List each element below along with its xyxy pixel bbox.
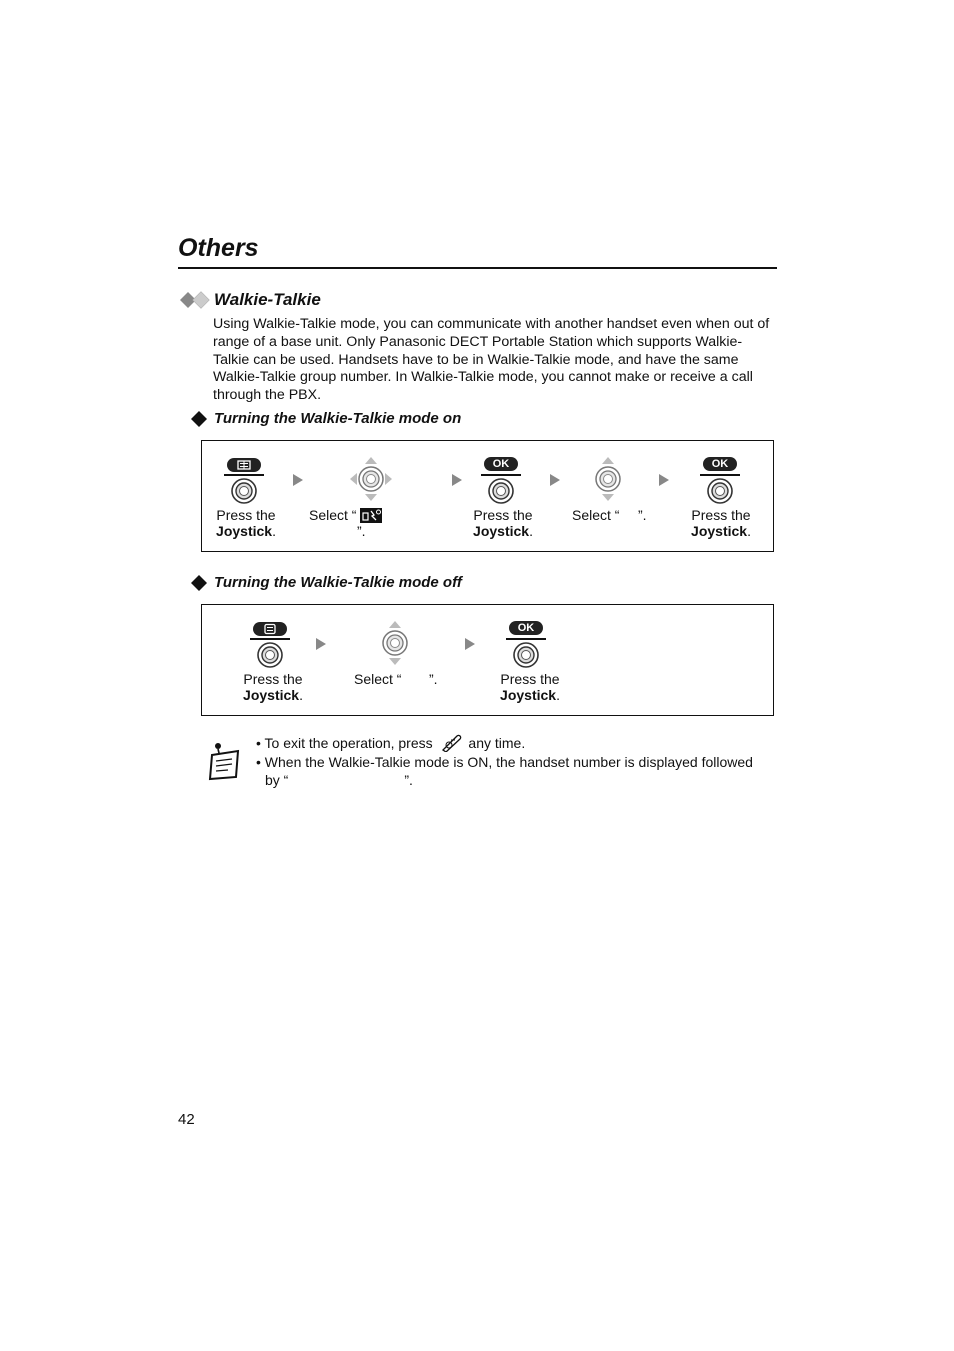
next-arrow-icon	[293, 474, 303, 486]
next-arrow-icon	[316, 638, 326, 650]
title-rule	[178, 267, 777, 269]
ok-key-icon: OK	[509, 621, 543, 635]
step-caption: Press the Joystick.	[500, 671, 560, 703]
cancel-key-icon	[440, 734, 462, 752]
key-underline	[700, 474, 740, 476]
joystick-press-icon	[256, 641, 284, 669]
section-intro: Using Walkie-Talkie mode, you can communicate with another handset even when out of range of a base unit. Only Panasonic DECT Portable Station which supports Walkie-Talkie can be used. Handsets have to be in Walkie-Talkie mode, and have the same Walkie-Talkie group number. In Walkie-Talkie mode, you cannot make or receive a call through the PBX.	[213, 316, 770, 404]
mode-on-title: Turning the Walkie-Talkie mode on	[214, 410, 462, 427]
next-arrow-icon	[550, 474, 560, 486]
note-item: • To exit the operation, press any time.	[256, 735, 526, 751]
key-underline	[481, 474, 521, 476]
diamond-icon	[191, 575, 207, 591]
mode-off-steps-box	[201, 604, 774, 716]
step-caption-end: ”.	[429, 671, 438, 687]
joystick-updown-icon	[594, 456, 622, 502]
step-caption: Press the Joystick.	[473, 507, 533, 539]
joystick-updown-icon	[381, 620, 409, 666]
joystick-press-icon	[487, 477, 515, 505]
menu-key-icon	[253, 622, 287, 636]
joystick-4way-icon	[349, 456, 393, 502]
mode-off-title: Turning the Walkie-Talkie mode off	[214, 574, 462, 591]
step-caption: Press the Joystick.	[216, 507, 276, 539]
ok-key-icon: OK	[703, 457, 737, 471]
mode-on-steps-box	[201, 440, 774, 552]
next-arrow-icon	[452, 474, 462, 486]
next-arrow-icon	[465, 638, 475, 650]
step-caption-end: ”.	[357, 523, 366, 539]
page-number: 42	[178, 1111, 195, 1128]
step-caption: Select “	[354, 671, 402, 687]
notes-list	[256, 734, 776, 790]
step-caption-end: ”.	[638, 507, 647, 523]
key-underline	[506, 638, 546, 640]
section-title: Walkie-Talkie	[214, 290, 321, 309]
note-icon	[206, 741, 242, 781]
key-underline	[224, 474, 264, 476]
page-title: Others	[178, 234, 259, 262]
ok-key-icon: OK	[484, 457, 518, 471]
joystick-press-icon	[512, 641, 540, 669]
next-arrow-icon	[659, 474, 669, 486]
menu-key-icon	[227, 458, 261, 472]
step-caption: Press the Joystick.	[243, 671, 303, 703]
walkie-talkie-icon	[360, 508, 382, 523]
key-underline	[250, 638, 290, 640]
step-caption: Select “	[572, 507, 620, 523]
double-diamond-icon	[179, 291, 211, 309]
joystick-press-icon	[706, 477, 734, 505]
step-caption: Press the Joystick.	[691, 507, 751, 539]
joystick-press-icon	[230, 477, 258, 505]
diamond-icon	[191, 411, 207, 427]
step-caption: Select “	[309, 507, 357, 523]
note-item: • When the Walkie-Talkie mode is ON, the handset number is displayed followed by “ ”.	[256, 753, 753, 788]
